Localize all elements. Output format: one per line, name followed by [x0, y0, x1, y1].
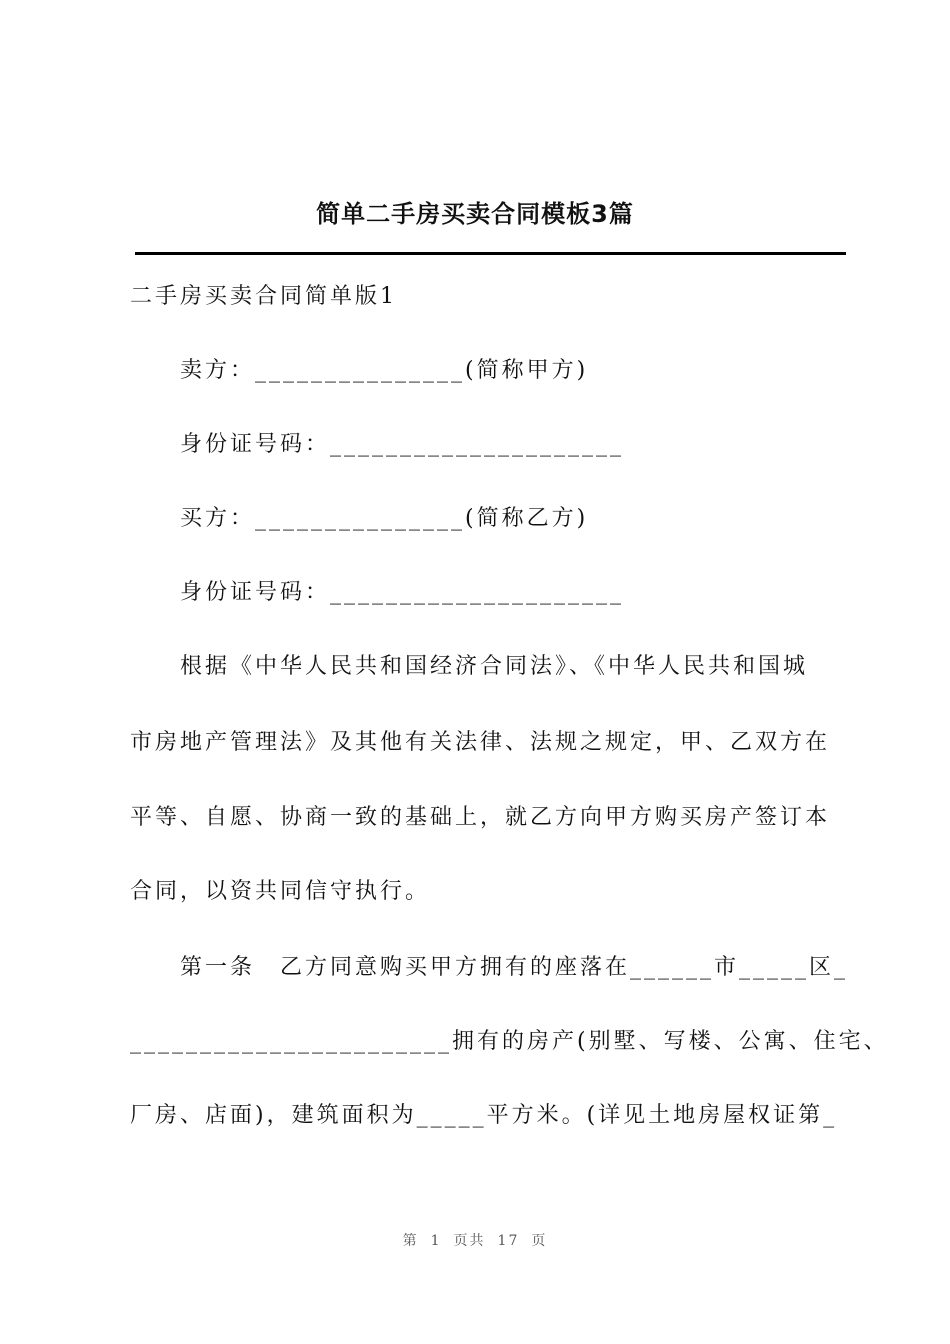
article-one-line: 厂房、店面)，建筑面积为_____平方米。(详见土地房屋权证第_	[130, 1103, 838, 1128]
footer-suffix: 页	[531, 1233, 548, 1249]
footer-mid: 页共	[453, 1233, 486, 1249]
preamble-line: 平等、自愿、协商一致的基础上，就乙方向甲方购买房产签订本	[130, 805, 831, 830]
footer-prefix: 第	[402, 1233, 419, 1249]
section-heading: 二手房买卖合同简单版1	[130, 284, 397, 309]
buyer-line: 买方：_______________(简称乙方)	[180, 506, 589, 531]
seller-line: 卖方：_______________(简称甲方)	[180, 358, 589, 383]
footer-current-page: 1	[430, 1233, 442, 1249]
article-one-line: _______________________拥有的房产(别墅、写楼、公寓、住宅、	[130, 1029, 889, 1054]
preamble-line: 市房地产管理法》及其他有关法律、法规之规定，甲、乙双方在	[130, 730, 831, 755]
title-divider	[135, 252, 846, 255]
article-one-line: 第一条 乙方同意购买甲方拥有的座落在______市_____区_	[180, 955, 849, 980]
document-title: 简单二手房买卖合同模板3篇	[316, 200, 634, 228]
buyer-id-line: 身份证号码：_____________________	[180, 580, 625, 605]
page-footer	[0, 1230, 950, 1250]
preamble-line: 根据《中华人民共和国经济合同法》、《中华人民共和国城	[180, 654, 809, 679]
preamble-line: 合同，以资共同信守执行。	[130, 879, 431, 904]
seller-id-line: 身份证号码：_____________________	[180, 432, 625, 457]
footer-total-pages: 17	[497, 1233, 520, 1249]
